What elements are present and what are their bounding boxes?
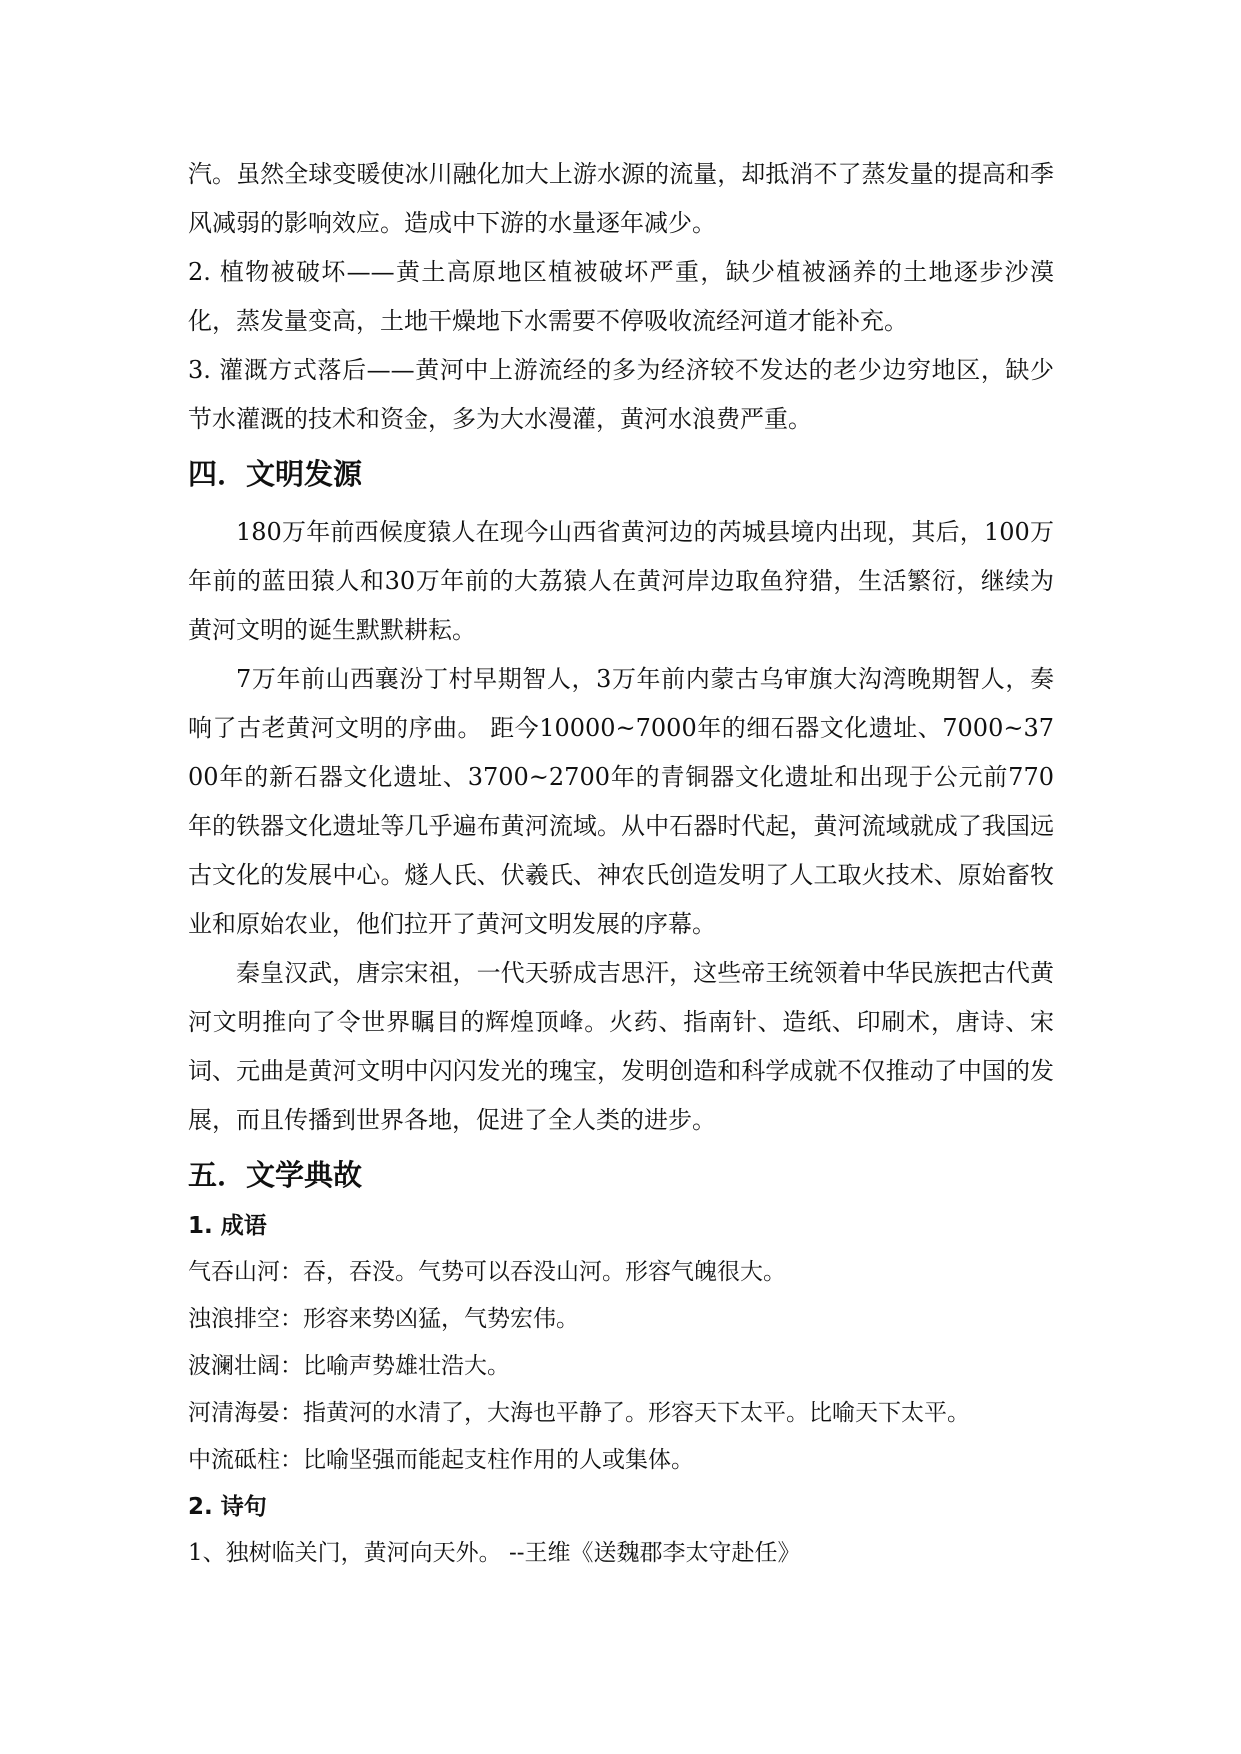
sub-heading-idioms: 1. 成语 <box>188 1213 267 1239</box>
section-heading-civilization: 四．文明发源 <box>188 457 363 491</box>
document-page <box>188 150 1054 1577</box>
poem-line: 1、独树临关门，黄河向天外。 --王维《送魏郡李太守赴任》 <box>188 1540 801 1566</box>
idiom-item: 气吞山河：吞，吞没。气势可以吞没山河。形容气魄很大。 <box>188 1259 786 1285</box>
sub-heading-poems: 2. 诗句 <box>188 1494 267 1520</box>
list-item-vegetation: 2. 植物被破坏——黄土高原地区植被破坏严重，缺少植被涵养的土地逐步沙漠化，蒸发量变高，土地干燥地下水需要不停吸收流经河道才能补充。 <box>188 258 1054 335</box>
idiom-item: 浊浪排空：形容来势凶猛，气势宏伟。 <box>188 1306 579 1332</box>
paragraph-emperors: 秦皇汉武，唐宗宋祖，一代天骄成吉思汗，这些帝王统领着中华民族把古代黄河文明推向了令世界瞩目的辉煌顶峰。火药、指南针、造纸、印刷术，唐诗、宋词、元曲是黄河文明中闪闪发光的瑰宝，发明创造和科学成就不仅推动了中国的发展，而且传播到世界各地，促进了全人类的进步。 <box>188 959 1054 1134</box>
idiom-item: 河清海晏：指黄河的水清了，大海也平静了。形容天下太平。比喻天下太平。 <box>188 1400 970 1426</box>
idiom-item: 中流砥柱：比喻坚强而能起支柱作用的人或集体。 <box>188 1447 694 1473</box>
list-item-irrigation: 3. 灌溉方式落后——黄河中上游流经的多为经济较不发达的老少边穷地区，缺少节水灌溉的技术和资金，多为大水漫灌，黄河水浪费严重。 <box>188 356 1054 433</box>
paragraph-ape-men: 180万年前西候度猿人在现今山西省黄河边的芮城县境内出现，其后，100万年前的蓝田猿人和30万年前的大荔猿人在黄河岸边取鱼狩猎，生活繁衍，继续为黄河文明的诞生默默耕耘。 <box>188 518 1054 644</box>
idiom-item: 波澜壮阔：比喻声势雄壮浩大。 <box>188 1353 510 1379</box>
paragraph-cultural-sites: 7万年前山西襄汾丁村早期智人，3万年前内蒙古乌审旗大沟湾晚期智人，奏响了古老黄河文明的序曲。 距今10000~7000年的细石器文化遗址、7000~3700年的新石器文化遗址、3700~2700年的青铜器文化遗址和出现于公元前770年的铁器文化遗址等几乎遍布黄河流域。从中石器时代起，黄河流域就成了我国远古文化的发展中心。燧人氏、伏羲氏、神农氏创造发明了人工取火技术、原始畜牧业和原始农业，他们拉开了黄河文明发展的序幕。 <box>188 665 1054 938</box>
section-heading-literature: 五．文学典故 <box>188 1158 363 1192</box>
continued-paragraph: 汽。虽然全球变暖使冰川融化加大上游水源的流量，却抵消不了蒸发量的提高和季风减弱的影响效应。造成中下游的水量逐年减少。 <box>188 160 1054 237</box>
